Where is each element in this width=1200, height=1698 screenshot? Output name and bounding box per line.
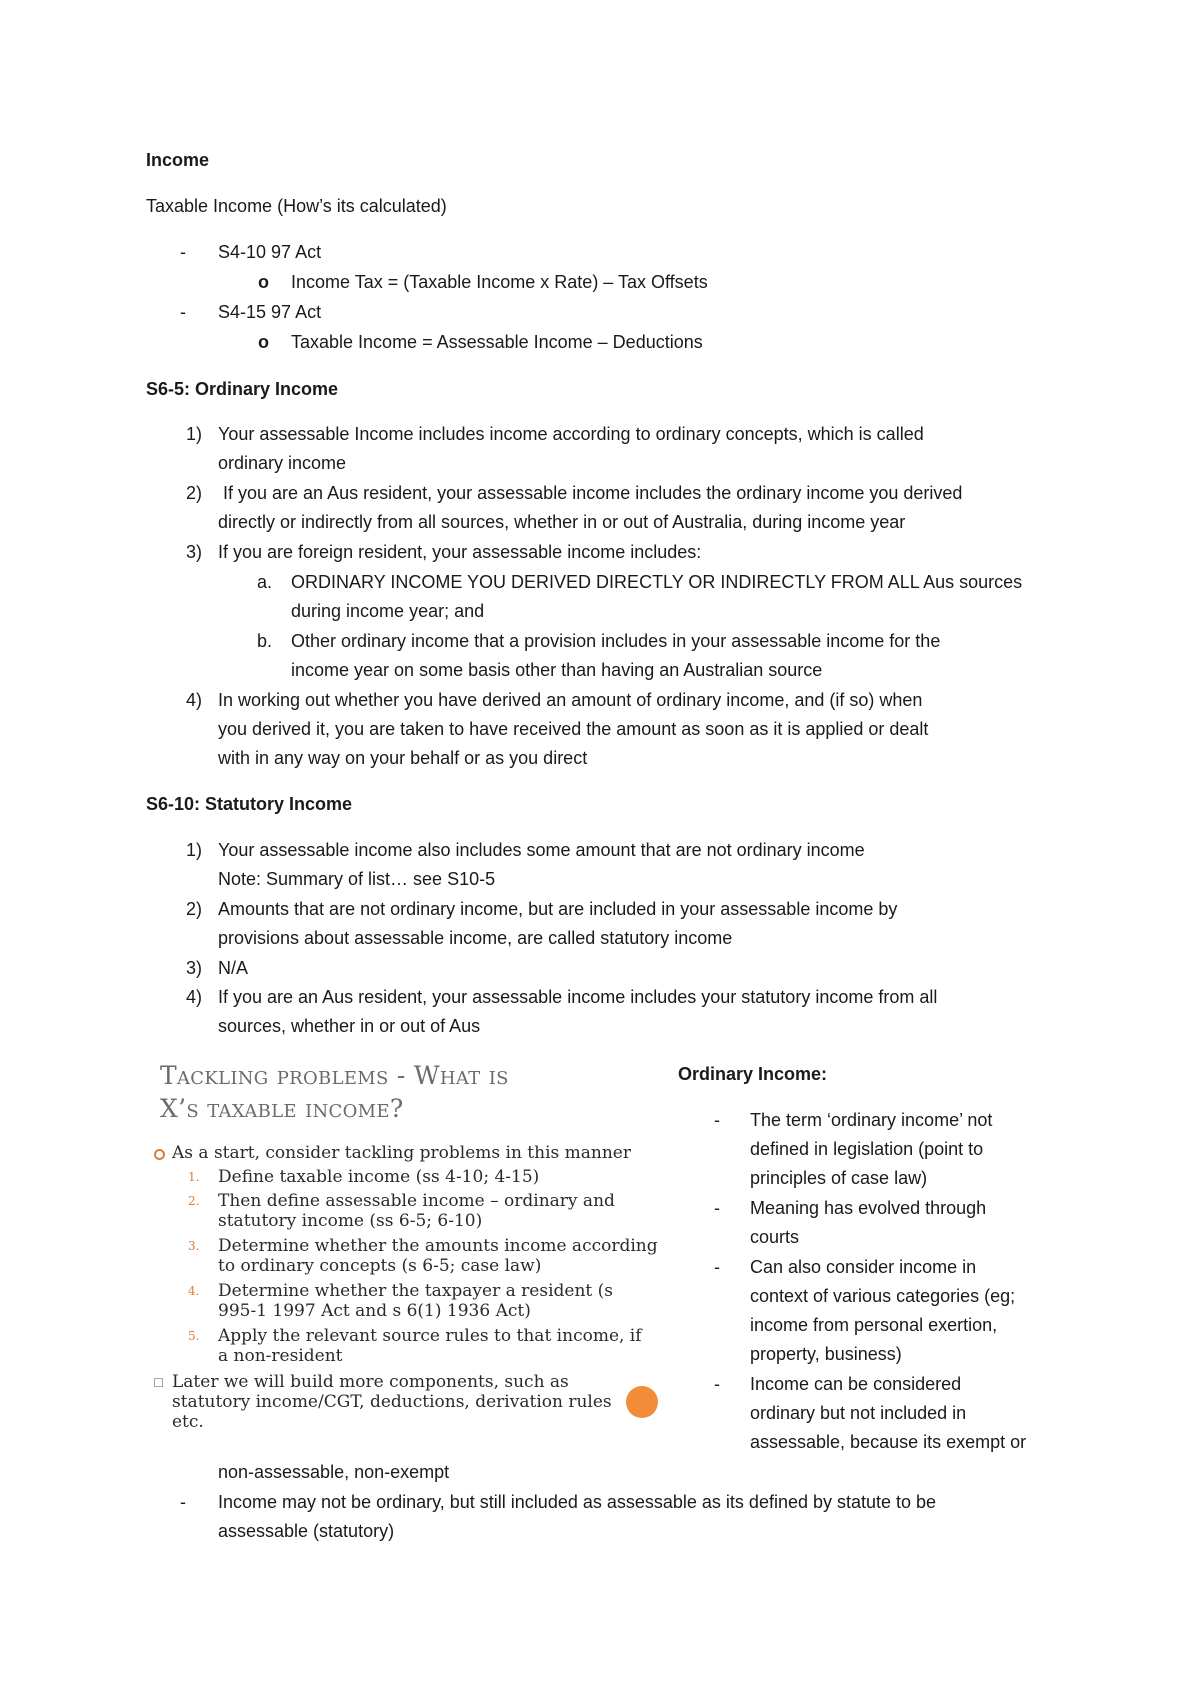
sidebar-heading: Ordinary Income: [678, 1064, 828, 1084]
list-item: Note: Summary of list… see S10-5 [218, 869, 496, 889]
list-marker: 4) [185, 690, 202, 710]
slide-step: Determine whether the taxpayer a resident (s [218, 1281, 613, 1301]
slide-intro: As a start, consider tackling problems in this manner [172, 1143, 631, 1163]
pointer-dot-icon [626, 1386, 658, 1418]
list-item: N/A [218, 958, 249, 978]
list-marker: o [258, 332, 269, 352]
list-item: Amounts that are not ordinary income, but are included in your assessable income by [218, 899, 898, 919]
step-number: 4. [188, 1284, 200, 1298]
list-item: If you are an Aus resident, your assessable income includes your statutory income from all [218, 987, 938, 1007]
slide-step: 995-1 1997 Act and s 6(1) 1936 Act) [218, 1301, 531, 1321]
list-item: Taxable Income = Assessable Income – Deductions [291, 332, 703, 352]
list-item: Income Tax = (Taxable Income x Rate) – Tax Offsets [291, 272, 708, 292]
sidebar-item: property, business) [750, 1344, 902, 1364]
step-number: 5. [188, 1329, 200, 1343]
list-item: you derived it, you are taken to have received the amount as soon as it is applied or dealt [218, 719, 929, 739]
list-marker: - [180, 1492, 186, 1512]
square-bullet-icon [154, 1378, 163, 1387]
sidebar-item: income from personal exertion, [750, 1315, 998, 1335]
list-marker: - [714, 1110, 720, 1130]
list-item: ORDINARY INCOME YOU DERIVED DIRECTLY OR INDIRECTLY FROM ALL Aus sources [291, 572, 1023, 592]
list-item: Income may not be ordinary, but still included as assessable as its defined by statute to be [218, 1492, 937, 1512]
list-item: If you are foreign resident, your assessable income includes: [218, 542, 702, 562]
sidebar-item: context of various categories (eg; [750, 1286, 1016, 1306]
slide-title: Tackling problems - What is [160, 1061, 509, 1090]
list-marker: 1) [185, 424, 202, 444]
list-item: If you are an Aus resident, your assessable income includes the ordinary income you derived [218, 483, 963, 503]
slide-step: Determine whether the amounts income according [218, 1236, 658, 1256]
list-item: directly or indirectly from all sources, whether in or out of Australia, during income year [218, 512, 906, 532]
section-heading-statutory: S6-10: Statutory Income [146, 794, 353, 814]
list-marker: 4) [185, 987, 202, 1007]
list-item: provisions about assessable income, are called statutory income [218, 928, 733, 948]
slide-step: statutory income (ss 6-5; 6-10) [218, 1211, 483, 1231]
sidebar-item: Can also consider income in [750, 1257, 977, 1277]
slide-step: a non-resident [218, 1346, 343, 1366]
slide-step: Then define assessable income – ordinary and [218, 1191, 615, 1211]
list-marker: 3) [185, 958, 202, 978]
sidebar-item: assessable, because its exempt or [750, 1432, 1027, 1452]
list-marker: - [180, 302, 186, 322]
slide-step: to ordinary concepts (s 6-5; case law) [218, 1256, 542, 1276]
list-item: S4-10 97 Act [218, 242, 322, 262]
slide-later: statutory income/CGT, deductions, derivation rules [172, 1392, 612, 1412]
list-marker: 3) [185, 542, 202, 562]
list-marker: o [258, 272, 269, 292]
list-marker: 1) [185, 840, 202, 860]
page-heading: Income [146, 150, 210, 170]
sidebar-item: ordinary but not included in [750, 1403, 967, 1423]
list-item: Your assessable Income includes income according to ordinary concepts, which is called [218, 424, 924, 444]
step-number: 1. [188, 1170, 200, 1184]
list-marker: a. [256, 572, 272, 592]
list-item: Your assessable income also includes some amount that are not ordinary income [218, 840, 865, 860]
sidebar-item: Income can be considered [750, 1374, 962, 1394]
sidebar-item: courts [750, 1227, 800, 1247]
slide-later: etc. [172, 1412, 204, 1432]
list-item: S4-15 97 Act [218, 302, 322, 322]
list-item: Other ordinary income that a provision includes in your assessable income for the [291, 631, 941, 651]
list-marker: - [180, 242, 186, 262]
slide-later: Later we will build more components, such as [172, 1372, 569, 1392]
sidebar-item: principles of case law) [750, 1168, 928, 1188]
list-marker: - [714, 1198, 720, 1218]
slide-step: Apply the relevant source rules to that income, if [218, 1326, 642, 1346]
sidebar-item: Meaning has evolved through [750, 1198, 987, 1218]
list-marker: - [714, 1257, 720, 1277]
sidebar-item: The term ‘ordinary income’ not [750, 1110, 993, 1130]
list-item: during income year; and [291, 601, 485, 621]
list-item: sources, whether in or out of Aus [218, 1016, 481, 1036]
circle-bullet-icon [154, 1149, 165, 1160]
step-number: 2. [188, 1194, 200, 1208]
taxable-income-heading: Taxable Income (How’s its calculated) [146, 196, 447, 216]
list-marker: - [714, 1374, 720, 1394]
slide-step: Define taxable income (ss 4-10; 4-15) [218, 1167, 540, 1187]
list-marker: 2) [185, 899, 202, 919]
list-item: In working out whether you have derived an amount of ordinary income, and (if so) when [218, 690, 923, 710]
slide-title: X’s taxable income? [160, 1094, 404, 1123]
step-number: 3. [188, 1239, 200, 1253]
continuation-text: non-assessable, non-exempt [218, 1462, 450, 1482]
list-marker: 2) [185, 483, 202, 503]
lecture-slide-image [148, 1055, 668, 1435]
list-item: ordinary income [218, 453, 347, 473]
list-item: with in any way on your behalf or as you direct [218, 748, 588, 768]
list-marker: b. [256, 631, 272, 651]
list-item: assessable (statutory) [218, 1521, 395, 1541]
list-item: income year on some basis other than having an Australian source [291, 660, 823, 680]
sidebar-item: defined in legislation (point to [750, 1139, 984, 1159]
section-heading-ordinary: S6-5: Ordinary Income [146, 379, 339, 399]
